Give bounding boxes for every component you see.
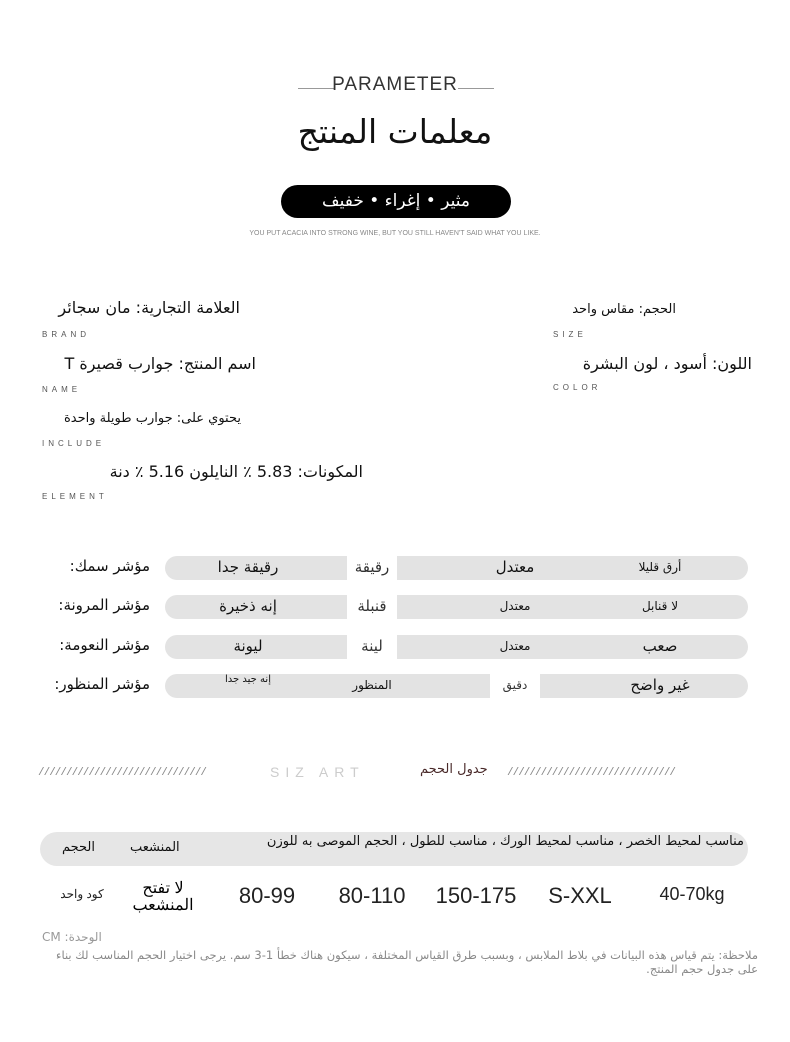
element-value: المكونات: 5.83 ٪ النايلون 5.16 ٪ دنة <box>109 462 363 481</box>
indicator-option: أرق قليلا <box>638 560 682 574</box>
header-recommend: مناسب لمحيط الخصر ، مناسب لمحيط الورك ، مناسب للطول ، الحجم الموصى به للوزن <box>266 834 744 849</box>
indicator-option: رقيقة جدا <box>217 558 279 576</box>
cell-sizes: S-XXL <box>548 883 612 908</box>
name-value: اسم المنتج: جوارب قصيرة T <box>64 354 256 373</box>
cell-weight: 40-70kg <box>659 884 725 904</box>
indicator-label: مؤشر سمك: <box>69 557 150 575</box>
color-value: اللون: أسود ، لون البشرة <box>582 354 752 373</box>
cell-80-99: 80-99 <box>238 883 296 908</box>
indicator-scale <box>165 556 748 580</box>
indicator-scale <box>165 635 748 659</box>
cell-80-110: 80-110 <box>338 883 406 908</box>
header-size: الحجم <box>62 840 96 855</box>
indicator-label: مؤشر المنظور: <box>54 675 150 693</box>
indicator-option: صعب <box>642 637 678 655</box>
cell-crotch: لا تفتح المنشعب <box>132 880 194 914</box>
indicator-option-selected: دقيق <box>490 674 540 698</box>
brand-value: العلامة التجارية: مان سجائر <box>58 298 240 317</box>
cell-height: 150-175 <box>435 883 517 908</box>
indicator-option-selected: قنبلة <box>347 595 397 619</box>
indicator-option: معتدل <box>499 639 531 653</box>
size-table-header <box>40 832 748 866</box>
cell-size: كود واحد <box>60 887 104 901</box>
indicator-option: إنه ذخيرة <box>219 597 277 615</box>
indicator-option-selected: رقيقة <box>347 556 397 580</box>
size-chart-en-title: SIZ ART <box>270 764 365 780</box>
parameter-heading: PARAMETER <box>332 74 458 95</box>
tagline-badge: مثير • إغراء • خفيف <box>281 185 511 218</box>
element-label: ELEMENT <box>42 492 108 501</box>
indicator-label: مؤشر المرونة: <box>58 596 150 614</box>
include-label: INCLUDE <box>42 439 106 448</box>
name-label: NAME <box>42 385 82 394</box>
include-value: يحتوي على: جوارب طويلة واحدة <box>63 411 241 426</box>
indicator-option: معتدل <box>499 599 531 613</box>
indicator-option: لا قنابل <box>641 599 679 613</box>
indicator-option: المنظور <box>352 678 392 692</box>
divider-left: ////////////////////////////// <box>38 767 207 779</box>
page-title: معلمات المنتج <box>297 112 493 151</box>
indicator-option: إنه جيد جدا <box>225 674 271 685</box>
divider-right: ////////////////////////////// <box>507 767 676 779</box>
unit-label: الوحدة: CM <box>42 930 102 944</box>
indicator-option: معتدل <box>495 558 535 576</box>
indicator-scale <box>165 595 748 619</box>
indicator-option-selected: لينة <box>347 635 397 659</box>
indicator-label: مؤشر النعومة: <box>59 636 150 654</box>
indicator-option: غير واضح <box>630 676 690 694</box>
size-chart-title: جدول الحجم <box>420 762 488 777</box>
color-label: COLOR <box>553 383 602 392</box>
indicator-option: ليونة <box>233 637 263 655</box>
indicator-scale <box>165 674 748 698</box>
measurement-note: ملاحظة: يتم قياس هذه البيانات في بلاط الملابس ، وبسبب طرق القياس المختلفة ، سيكون هناك خطأ 1-3 سم. يرجى اختيار الحجم المناسب لك بناء على جدول حجم المنتج. <box>56 948 758 976</box>
size-label: SIZE <box>553 330 587 339</box>
size-value: الحجم: مقاس واحد <box>572 302 676 317</box>
brand-label: BRAND <box>42 330 91 339</box>
header-crotch: المنشعب <box>130 840 180 855</box>
slogan: YOU PUT ACACIA INTO STRONG WINE, BUT YOU STILL HAVEN'T SAID WHAT YOU LIKE. <box>249 230 541 237</box>
